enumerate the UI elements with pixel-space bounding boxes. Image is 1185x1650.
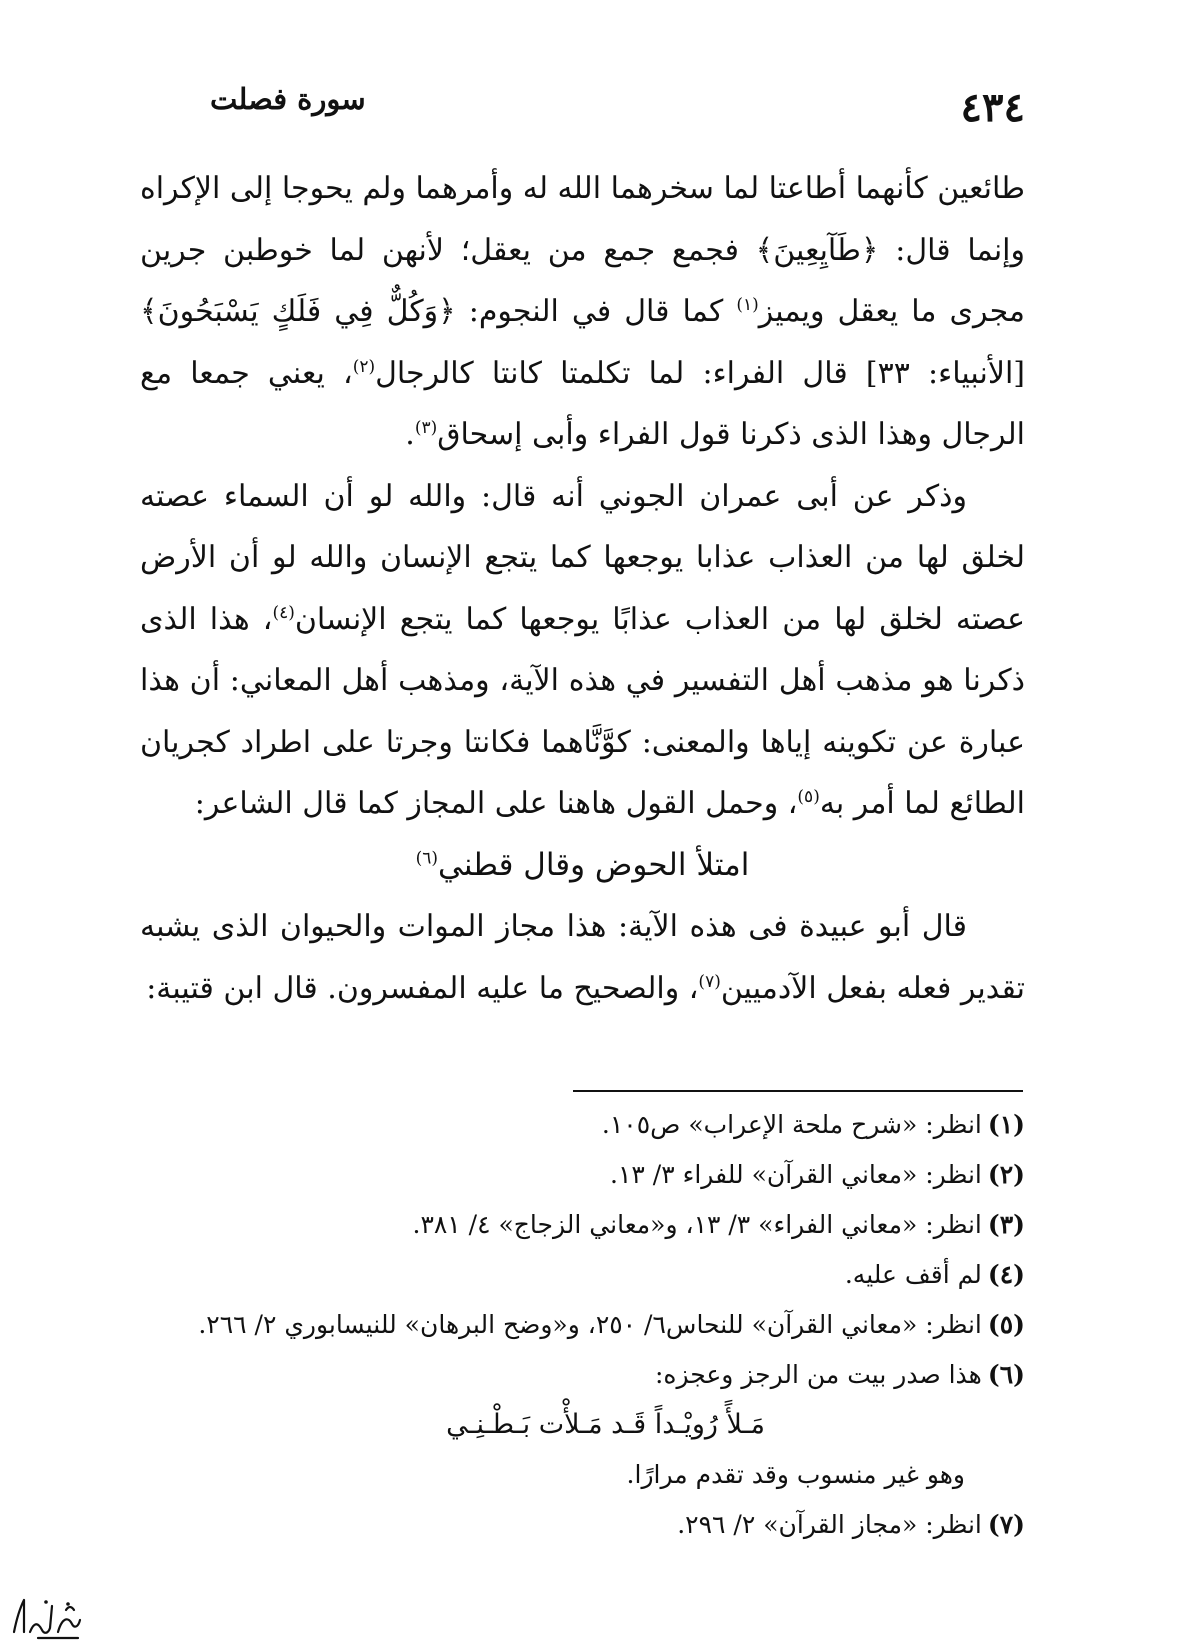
page-number: ٤٣٤ bbox=[960, 84, 1025, 131]
footnote-1 bbox=[125, 1100, 1025, 1150]
main-text bbox=[140, 158, 1025, 1019]
footnote-ref-4: (٤) bbox=[272, 602, 295, 623]
paragraph-1-text-b: كما قال في النجوم: ﴿وَكُلٌّ فِي فَلَكٍ يَسْبَحُونَ﴾ [الأنبياء: ٣٣] قال الفراء: لما تكلمتا كانتا كالرجال bbox=[140, 294, 1025, 391]
footnote-7 bbox=[125, 1500, 1025, 1550]
footnote-number: (٢) bbox=[987, 1160, 1025, 1189]
footnote-ref-7: (٧) bbox=[698, 971, 721, 992]
footnote-5 bbox=[125, 1300, 1025, 1350]
paragraph-2-text-c: ، وحمل القول هاهنا على المجاز كما قال الشاعر: bbox=[194, 786, 798, 821]
footnote-text: لم أقف عليه. bbox=[844, 1260, 982, 1289]
footnote-text: انظر: «معاني الفراء» ٣/ ١٣، و«معاني الزجاج» ٤/ ٣٨١. bbox=[412, 1210, 982, 1239]
footnote-number: (٧) bbox=[987, 1510, 1025, 1539]
footnote-ref-5: (٥) bbox=[797, 787, 820, 807]
footnote-number: (٣) bbox=[987, 1210, 1025, 1239]
footnote-6 bbox=[125, 1350, 1025, 1400]
footnote-number: (٦) bbox=[987, 1360, 1025, 1389]
footnote-2 bbox=[125, 1150, 1025, 1200]
footnote-ref-3: (٣) bbox=[414, 418, 438, 438]
paragraph-2 bbox=[140, 466, 1025, 835]
footnotes bbox=[125, 1100, 1025, 1550]
page-header bbox=[180, 78, 1025, 138]
footnote-text: انظر: «شرح ملحة الإعراب» ص١٠٥. bbox=[601, 1110, 982, 1139]
paragraph-3 bbox=[140, 896, 1025, 1019]
paragraph-2-text-b: ، هذا الذى ذكرنا هو مذهب أهل التفسير في هذه الآية، ومذهب أهل المعاني: أن هذا عبارة عن تكوينه إياها والمعنى: كوَّنَّاهما فكانتا وجرتا على اطراد كجريان الطائع لما أمر به bbox=[140, 601, 1025, 821]
footnote-6-poem: مَـلأً رُويْـداً قَـد مَـلأْت بَـطْـنِـي bbox=[446, 1409, 765, 1440]
footnote-text: انظر: «معاني القرآن» للنحاس٦/ ٢٥٠، و«وضح البرهان» للنيسابوري ٢/ ٢٦٦. bbox=[198, 1310, 982, 1339]
paragraph-1-text-d: . bbox=[405, 417, 415, 452]
footnote-4 bbox=[125, 1250, 1025, 1300]
footnote-ref-2: (٢) bbox=[352, 356, 376, 377]
surah-title: سورة فصلت bbox=[210, 82, 366, 116]
paragraph-3-text: قال أبو عبيدة فى هذه الآية: هذا مجاز الموات والحيوان الذى يشبه تقدير فعله بفعل الآدميين bbox=[140, 909, 1025, 1006]
paragraph-3-text-b: ، والصحيح ما عليه المفسرون. قال ابن قتيبة: bbox=[146, 970, 699, 1006]
footnote-number: (١) bbox=[987, 1110, 1025, 1139]
paragraph-1 bbox=[140, 158, 1025, 466]
footnote-text: هذا صدر بيت من الرجز وعجزه: bbox=[654, 1360, 982, 1389]
footnote-text: انظر: «معاني القرآن» للفراء ٣/ ١٣. bbox=[610, 1160, 982, 1189]
paragraph-2-text: وذكر عن أبى عمران الجوني أنه قال: والله لو أن السماء عصته لخلق لها من العذاب عذابا يوجعها كما يتجع الإنسان والله لو أن الأرض عصته لخلق لها من العذاب عذابًا يوجعها كما يتجع الإنسان bbox=[140, 478, 1025, 637]
footnote-ref-6: (٦) bbox=[415, 848, 438, 869]
footnote-ref-1: (١) bbox=[736, 295, 759, 315]
paragraph-1-text-c: ، يعني جمعا مع الرجال وهذا الذى ذكرنا قول الفراء وأبى إسحاق bbox=[140, 355, 1025, 452]
footnote-number: (٤) bbox=[987, 1260, 1025, 1289]
footnote-text: انظر: «مجاز القرآن» ٢/ ٢٩٦. bbox=[677, 1510, 982, 1539]
footnote-6-continuation: وهو غير منسوب وقد تقدم مرارًا. bbox=[626, 1460, 965, 1489]
poem-verse bbox=[140, 835, 1025, 897]
poem-verse-text: امتلأ الحوض وقال قطني bbox=[438, 846, 750, 883]
footnote-number: (٥) bbox=[987, 1310, 1025, 1339]
paragraph-1-text: طائعين كأنهما أطاعتا لما سخرهما الله له وأمرهما ولم يحوجا إلى الإكراه وإنما قال: ﴿طَآيِعِينَ﴾ فجمع جمع من يعقل؛ لأنهن لما خوطبن جرين مجرى ما يعقل ويميز bbox=[140, 171, 1026, 329]
publisher-logo-icon bbox=[8, 1592, 86, 1644]
footnote-divider bbox=[573, 1090, 1023, 1092]
footnote-3 bbox=[125, 1200, 1025, 1250]
